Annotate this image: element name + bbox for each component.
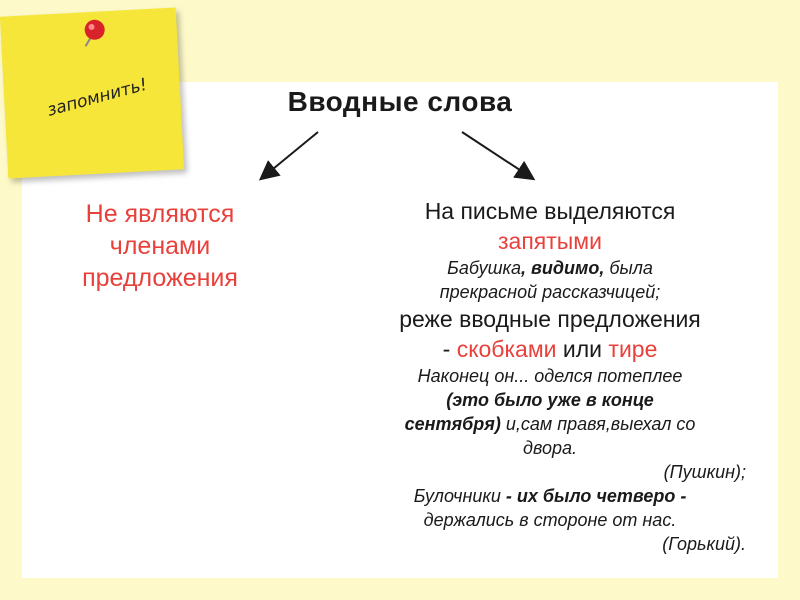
right-heading: На письме выделяются <box>424 198 676 224</box>
brackets-or-dash: - скобками или тире <box>442 336 658 362</box>
right-arrow <box>462 132 532 178</box>
example-2-line4: двора. <box>523 438 577 458</box>
rarely-text: реже вводные предложения <box>399 306 701 332</box>
author-pushkin: (Пушкин); <box>663 462 746 482</box>
right-column <box>330 196 770 556</box>
left-arrow <box>262 132 318 178</box>
right-heading-red: запятыми <box>498 228 602 254</box>
left-column <box>40 198 280 294</box>
left-line: Не являются <box>85 200 235 228</box>
sticky-note-text: запомнить! <box>45 74 150 121</box>
example-2-line1: Наконец он... оделся потеплее <box>417 366 683 386</box>
author-gorky: (Горький). <box>662 534 746 554</box>
example-1-line2: прекрасной рассказчицей; <box>439 282 661 302</box>
example-3-line1: Булочники - их было четверо - <box>413 486 687 506</box>
example-3-line2: держались в стороне от нас. <box>423 510 677 530</box>
example-2-line3: сентября) и,сам правя,выехал со <box>404 414 696 434</box>
left-line: предложения <box>82 264 238 292</box>
example-1: Бабушка, видимо, была <box>447 258 653 278</box>
example-2-line2: (это было уже в конце <box>446 390 654 410</box>
page-title: Вводные слова <box>287 86 513 117</box>
left-line: членами <box>109 232 211 260</box>
